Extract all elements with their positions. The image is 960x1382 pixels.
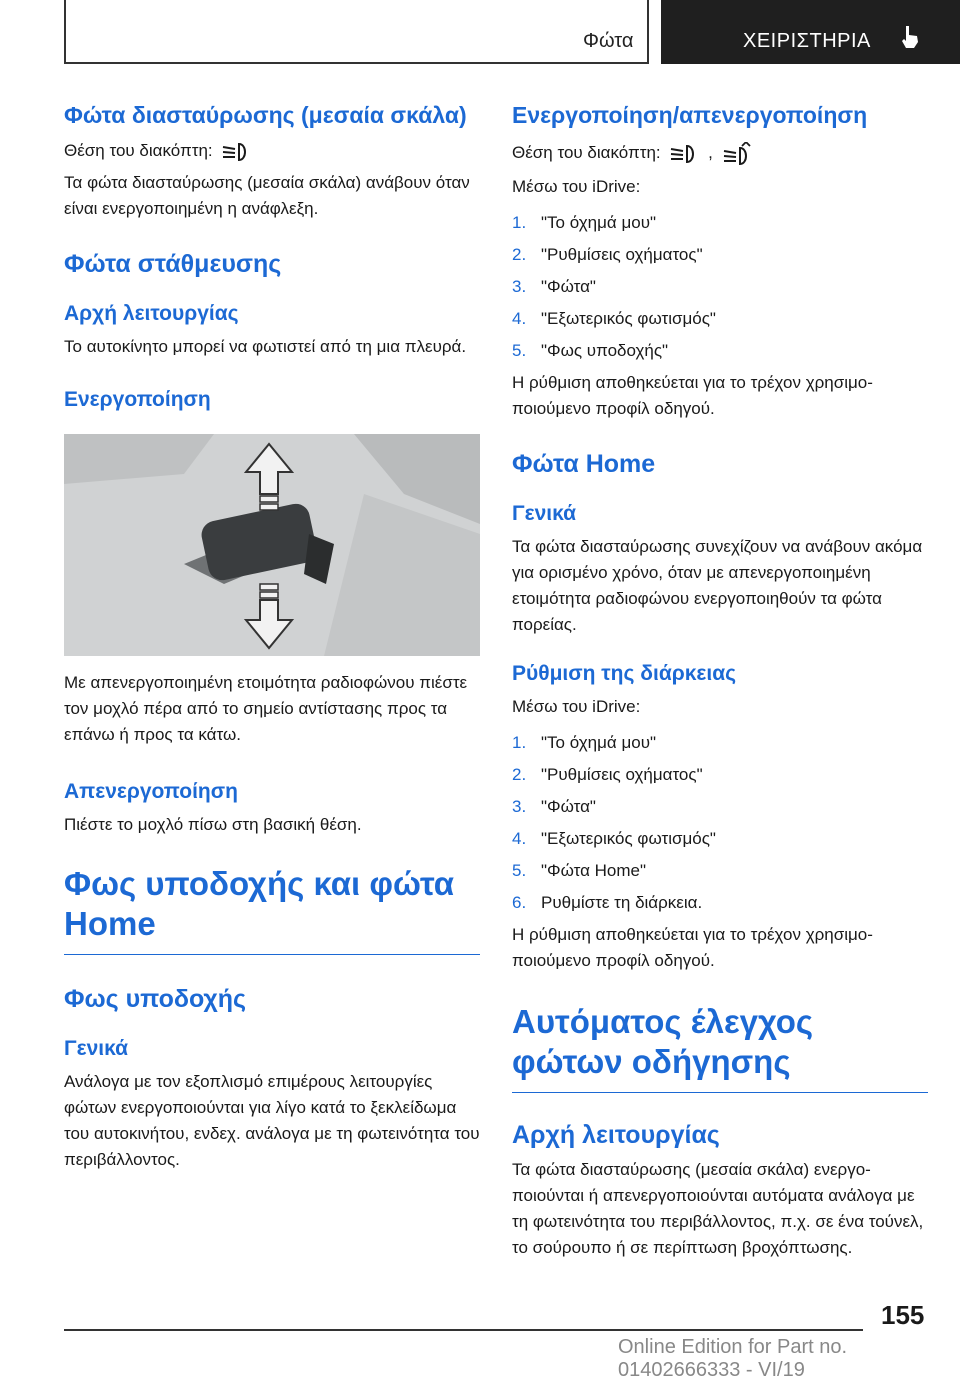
idrive-steps-home (512, 730, 928, 916)
header-section-box (64, 0, 649, 64)
step-number: 2. (512, 245, 527, 264)
header-chapter-tab (661, 0, 960, 64)
via-idrive-label: Μέσω του iDrive: (512, 177, 641, 196)
principle-heading: Αρχή λειτουργίας (64, 302, 239, 325)
step-text: "Φώτα Home" (541, 861, 647, 880)
header-section-label: Φώτα (583, 30, 634, 52)
home-lights-heading: Φώτα Home (512, 450, 656, 478)
hand-pointer-icon (897, 24, 923, 50)
step-text: "Φώτα" (541, 277, 596, 296)
welcome-light-heading: Φως υποδοχής (64, 985, 247, 1013)
step-text: "Το όχημά μου" (541, 733, 657, 752)
parking-lights-heading: Φώτα στάθμευσης (64, 250, 282, 278)
switch-separator: , (708, 143, 713, 162)
header-chapter-label: ΧΕΙΡΙΣΤΗΡΙΑ (743, 30, 871, 52)
welcome-home-heading: Φως υποδοχής και φώτα Home (64, 864, 480, 955)
step-number: 3. (512, 797, 527, 816)
list-item (512, 890, 928, 916)
general-text-right: Τα φώτα διασταύρωσης συνεχίζουν να ανάβουν ακόμα για ορισμένο χρόνο, όταν με απενεργοποιημένη ετοιμότητα ραδιοφώνου ενεργοποιηθούν τα φώτα πορείας. (512, 537, 923, 634)
low-beam-icon (221, 141, 251, 163)
switch-position-label-right: Θέση του διακόπτη: (512, 143, 661, 162)
principle-heading-right: Αρχή λειτουργίας (512, 1121, 720, 1149)
list-item (512, 306, 928, 332)
right-column (512, 100, 928, 1261)
list-item (512, 210, 928, 236)
step-number: 5. (512, 861, 527, 880)
switch-position-label: Θέση του διακόπτη: (64, 141, 213, 160)
general-text-left: Ανάλογα με τον εξοπλισμό επιμέρους λειτουργίες φώτων ενεργοποιούνται για λίγο κατά το ξεκλείδωμα του αυτοκινήτου, ενδεχ. ανάλογα με τη φωτεινότητα του περιβάλλοντος. (64, 1072, 480, 1169)
left-column (64, 100, 480, 1173)
via-idrive-label-2: Μέσω του iDrive: (512, 697, 641, 716)
step-number: 2. (512, 765, 527, 784)
list-item (512, 274, 928, 300)
step-number: 3. (512, 277, 527, 296)
saved-text: Η ρύθμιση αποθηκεύεται για το τρέχον χρησιμοποιούμενο προφίλ οδηγού. (512, 373, 873, 418)
auto-headlight-icon (722, 142, 754, 166)
general-heading-right: Γενικά (512, 502, 577, 525)
list-item (512, 794, 928, 820)
page-number: 155 (881, 1300, 925, 1330)
step-number: 1. (512, 733, 527, 752)
activation-heading: Ενεργοποίηση (64, 388, 211, 411)
principle-text-right: Τα φώτα διασταύρωσης (μεσαία σκάλα) ενεργοποιούνται ή απενεργοποιούνται αυτόματα ανάλογα με τη φωτεινότητα του περιβάλλοντος, π.χ. σε ένα τούνελ, το σούρουπο ή σε περίπτωση βροχόπτωσης. (512, 1160, 924, 1257)
step-number: 6. (512, 893, 527, 912)
deactivation-text: Πιέστε το μοχλό πίσω στη βασική θέση. (64, 815, 362, 834)
list-item (512, 242, 928, 268)
step-number: 4. (512, 829, 527, 848)
low-beam-icon (669, 143, 699, 165)
switch-position-line (64, 138, 480, 164)
step-number: 5. (512, 341, 527, 360)
footer-divider (64, 1329, 863, 1331)
list-item (512, 826, 928, 852)
list-item (512, 730, 928, 756)
edition-text: Online Edition for Part no. 01402666333 - VI/19 (618, 1336, 848, 1381)
duration-heading: Ρύθμιση της διάρκειας (512, 662, 737, 685)
step-text: Ρυθμίστε τη διάρκεια. (541, 893, 703, 912)
turn-signal-lever-figure (64, 434, 480, 656)
list-item (512, 338, 928, 364)
low-beam-text: Τα φώτα διασταύρωσης (μεσαία σκάλα) ανάβουν όταν είναι ενεργοποιημένη η ανάφλεξη. (64, 173, 470, 218)
step-text: "Εξωτερικός φωτισμός" (541, 829, 716, 848)
step-number: 1. (512, 213, 527, 232)
list-item (512, 858, 928, 884)
step-text: "Φώτα" (541, 797, 596, 816)
auto-lights-heading: Αυτόματος έλεγχος φώτων οδήγησης (512, 1002, 928, 1093)
switch-position-line-right (512, 140, 928, 166)
lever-illustration (64, 434, 480, 656)
step-text: "Το όχημά μου" (541, 213, 657, 232)
step-text: "Ρυθμίσεις οχήματος" (541, 765, 703, 784)
general-heading-left: Γενικά (64, 1037, 129, 1060)
step-text: "Φως υποδοχής" (541, 341, 669, 360)
figure-caption: Με απενεργοποιημένη ετοιμότητα ραδιοφώνου πιέστε τον μοχλό πέρα από το σημείο αντίστασης προς τα επάνω ή προς τα κάτω. (64, 673, 468, 744)
deactivation-heading: Απενεργοποίηση (64, 780, 238, 803)
onoff-heading: Ενεργοποίηση/απενεργοποίηση (512, 102, 868, 128)
list-item (512, 762, 928, 788)
step-text: "Ρυθμίσεις οχήματος" (541, 245, 703, 264)
saved-text-2: Η ρύθμιση αποθηκεύεται για το τρέχον χρησιμοποιούμενο προφίλ οδηγού. (512, 925, 873, 970)
step-number: 4. (512, 309, 527, 328)
idrive-steps-welcome (512, 210, 928, 364)
principle-text: Το αυτοκίνητο μπορεί να φωτιστεί από τη μια πλευρά. (64, 337, 467, 356)
step-text: "Εξωτερικός φωτισμός" (541, 309, 716, 328)
low-beam-heading: Φώτα διασταύρωσης (μεσαία σκάλα) (64, 102, 467, 128)
